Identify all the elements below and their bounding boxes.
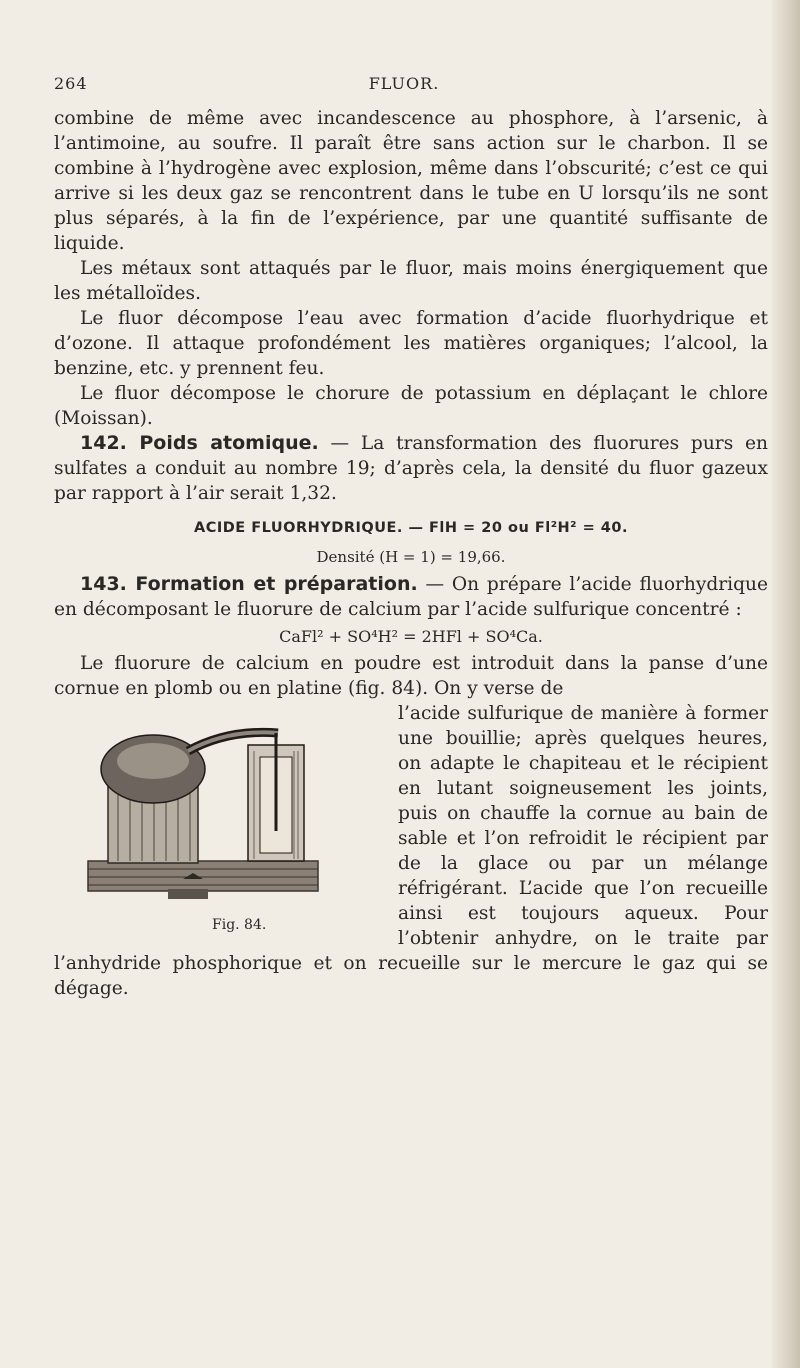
section-142 bbox=[54, 431, 768, 506]
running-title: FLUOR. bbox=[368, 74, 440, 93]
paragraph-3: Le fluor décompose l’eau avec formation d’acide fluorhydrique et d’ozone. Il attaque profondément les matières organiques; l’alcool, la benzine, etc. y prennent feu. bbox=[54, 308, 768, 379]
paragraph-2: Les métaux sont attaqués par le fluor, mais moins énergiquement que les métalloïdes. bbox=[54, 258, 768, 304]
paragraph-wrap: l’acide sulfurique de manière à former une bouillie; après quelques heures, on adapte le chapiteau et le récipient en lutant soigneusement les joints, puis on chauffe la cornue au bain de sable et l’on refroidit le récipient par de la glace ou par un mélange réfrigérant. L’acide que l’on recueille ainsi est toujours aqueux. Pour l’obtenir anhydre, on le traite par l’anhydride phosphorique et on recueille sur le mercure le gaz qui se dégage. bbox=[54, 703, 768, 999]
page-number: 264 bbox=[54, 74, 88, 93]
reaction-formula: CaFl² + SO⁴H² = 2HFl + SO⁴Ca. bbox=[279, 627, 543, 646]
figure-caption: Fig. 84. bbox=[212, 917, 267, 933]
figure-84 bbox=[54, 707, 384, 943]
section-142-text: — La transformation des fluorures purs en sulfates a conduit au nombre 19; d’après cela, la densité du fluor gazeux par rapport à l’air serait 1,32. bbox=[54, 433, 768, 504]
page-body bbox=[54, 106, 768, 1001]
retort-apparatus-illustration bbox=[68, 711, 368, 911]
acid-heading: ACIDE FLUORHYDRIQUE. — FlH = 20 ou Fl²H² = 40. bbox=[194, 520, 628, 536]
section-143-text: — On prépare l’acide fluorhydrique en décomposant le fluorure de calcium par l’acide sulfurique concentré : bbox=[54, 574, 768, 620]
paragraph-4: Le fluor décompose le chorure de potassium en déplaçant le chlore (Moissan). bbox=[54, 383, 768, 429]
density-line: Densité (H = 1) = 19,66. bbox=[316, 548, 506, 566]
section-143-title: 143. Formation et préparation. bbox=[80, 573, 418, 595]
section-142-title: 142. Poids atomique. bbox=[80, 432, 319, 454]
paragraph-intro: Le fluorure de calcium en poudre est introduit dans la panse d’une cornue en plomb ou en platine (fig. 84). On y verse de bbox=[54, 653, 768, 699]
section-143 bbox=[54, 572, 768, 622]
paragraph-1: combine de même avec incandescence au phosphore, à l’arsenic, à l’antimoine, au soufre. Il paraît être sans action sur le charbon. Il se combine à l’hydrogène avec explosion, même dans l’obscurité; c’est ce qui arrive si les deux gaz se rencontrent dans le tube en U lorsqu’ils ne sont plus séparés, à la fin de l’expérience, par une quantité suffisante de liquide. bbox=[54, 108, 768, 254]
page-edge bbox=[772, 0, 800, 1368]
page-header bbox=[54, 74, 754, 104]
